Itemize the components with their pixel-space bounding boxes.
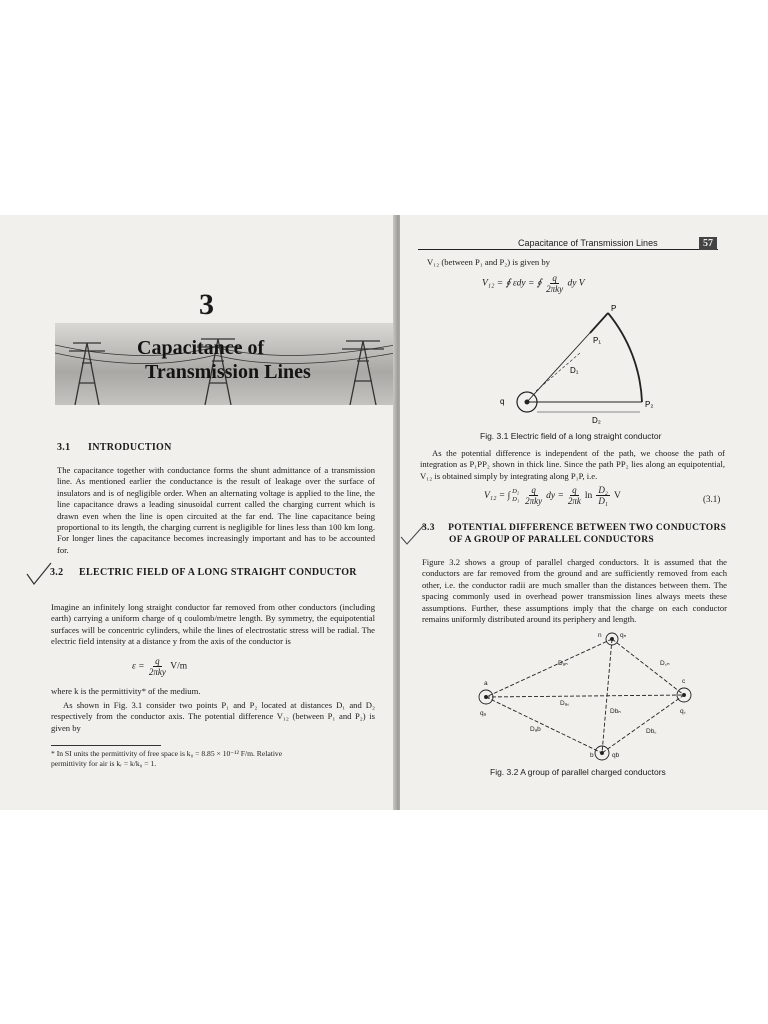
page-number: 57 (699, 237, 717, 250)
label-dbn: Dbₙ (610, 708, 621, 715)
label-p2: P₂ (645, 400, 654, 409)
footnote: * In SI units the permittivity of free space is k₀ = 8.85 × 10⁻¹² F/m. Relative permittivity for air is kᵣ = k/k₀ = 1. (51, 749, 283, 768)
top-line-text: V₁₂ (between P₁ and P₂) is given by (427, 257, 550, 267)
line-ab (486, 697, 602, 753)
where-text: where k is the permittivity* of the medium. (51, 686, 201, 696)
label-dbc: Db꜀ (646, 728, 657, 735)
label-a: a (484, 680, 488, 687)
section-number: 3.3 (422, 523, 435, 533)
line-an (486, 639, 612, 697)
label-dan: Dₐₙ (558, 660, 568, 667)
section-3-1-text: The capacitance together with conductance forms the shunt admittance of a transmission line. As mentioned earlier the conductance is the result of leakage over the surface of insulators and is of negligible order. When an alternating voltage is applied to the line, the line capacitance draws a leading sinusoidal current called the charging current which is drawn even when the line is open circuited at the far end. The line capacitance being proportional to its length, the charging current is negligible for lines less than 100 km long. For longer lines the capacitance becomes increasingly important and has to be accounted for. (57, 465, 375, 555)
equation-3-1: V₁₂ = ∫ D₂ D₁ $\frac{q}{\text{2πky}}$ dy = $\frac{q}{2\pi k}$ ln $\frac{\text{D₂}}{\text{D₁}}$ V (484, 485, 621, 506)
label-qa: qₐ (480, 710, 487, 717)
section-title-line2: OF A GROUP OF PARALLEL CONDUCTORS (449, 535, 654, 545)
line-cn (612, 639, 684, 695)
running-header-rule (418, 249, 718, 250)
paragraph-2-text: As shown in Fig. 3.1 consider two points P₁ and P₂ located at distances D₁ and D₂ respectively from the conductor axis. The potential difference V₁₂ (between P₁ and P₂) is given by (51, 700, 375, 733)
chapter-number: 3 (199, 288, 214, 321)
figure-3-1-diagram (480, 303, 768, 433)
label-dcn: D꜀ₙ (660, 660, 670, 667)
section-title-line1: POTENTIAL DIFFERENCE BETWEEN TWO CONDUCTORS (448, 523, 727, 533)
chapter-title-line2: Transmission Lines (145, 361, 311, 383)
equation-top: V₁₂ = ∮ εdy = ∮ $\frac{q}{\text{2πky}}$ dy V (482, 273, 585, 294)
label-n: n (598, 632, 602, 639)
section-number: 3.2 (50, 567, 64, 578)
section-title: ELECTRIC FIELD OF A LONG STRAIGHT CONDUCTOR (79, 567, 357, 578)
label-dac: Dₐ꜀ (560, 700, 570, 707)
section-3-3-heading (422, 522, 726, 546)
label-p1: P₁ (593, 336, 602, 345)
label-q: q (500, 397, 505, 406)
section-3-3-text: Figure 3.2 shows a group of parallel charged conductors. It is assumed that the conductors are far removed from the ground and are sufficiently removed from each other, i.e. the conductor radii are much smaller than the distances between them. The spacing commonly used in overhead power transmission lines always meets these assumptions. Further, these assumptions imply that the charge on each conductor remains uniformly distributed around its periphery and length. (422, 557, 727, 625)
section-3-1-heading (57, 442, 172, 453)
chapter-title-line1: Capacitance of (137, 337, 265, 359)
footnote-rule (51, 745, 161, 746)
left-page (0, 215, 396, 810)
label-b: b (590, 752, 594, 759)
label-c: c (682, 678, 686, 685)
label-qb: qb (612, 752, 620, 759)
figure-3-1-caption: Fig. 3.1 Electric field of a long straight conductor (480, 431, 662, 441)
line-ac (486, 695, 684, 697)
figure-3-2-diagram (470, 627, 768, 767)
paragraph-text: As the potential difference is independent of the path, we choose the path of integration as P₁PP₂ shown in thick line. Since the path PP₂ lies along an equipotential, V₁₂ is obtained simply by integrating along P₁P, i.e. (420, 448, 725, 481)
section-3-2-text: Imagine an infinitely long straight conductor far removed from other conductors (including earth) carrying a uniform charge of q coulomb/metre length. By symmetry, the equipotential surfaces will be concentric cylinders, while the lines of electrostatic stress will be radial. The electric field intensity at a distance y from the axis of the conductor is (51, 602, 375, 647)
equation-number: (3.1) (703, 494, 721, 504)
line-bc (602, 695, 684, 753)
label-qn: qₙ (620, 632, 627, 639)
label-qc: q꜀ (680, 708, 686, 715)
chapter-banner (55, 323, 395, 405)
running-header-title: Capacitance of Transmission Lines (518, 238, 658, 248)
right-page (400, 215, 768, 810)
equation-field-intensity: ε = $\frac{q}{\text{2πky}}$ V/m (132, 656, 188, 677)
path-p1-p (590, 313, 608, 333)
label-p: P (611, 304, 617, 313)
figure-3-2-caption: Fig. 3.2 A group of parallel charged conductors (490, 767, 666, 777)
scanned-book-spread (0, 215, 768, 810)
section-number: 3.1 (57, 442, 71, 453)
label-dab: Dₐb (530, 726, 541, 733)
section-title: INTRODUCTION (88, 442, 172, 453)
label-d2: D₂ (592, 416, 601, 425)
section-3-2-heading (50, 567, 357, 578)
equipotential-arc (608, 313, 642, 402)
label-d1: D₁ (570, 366, 579, 375)
